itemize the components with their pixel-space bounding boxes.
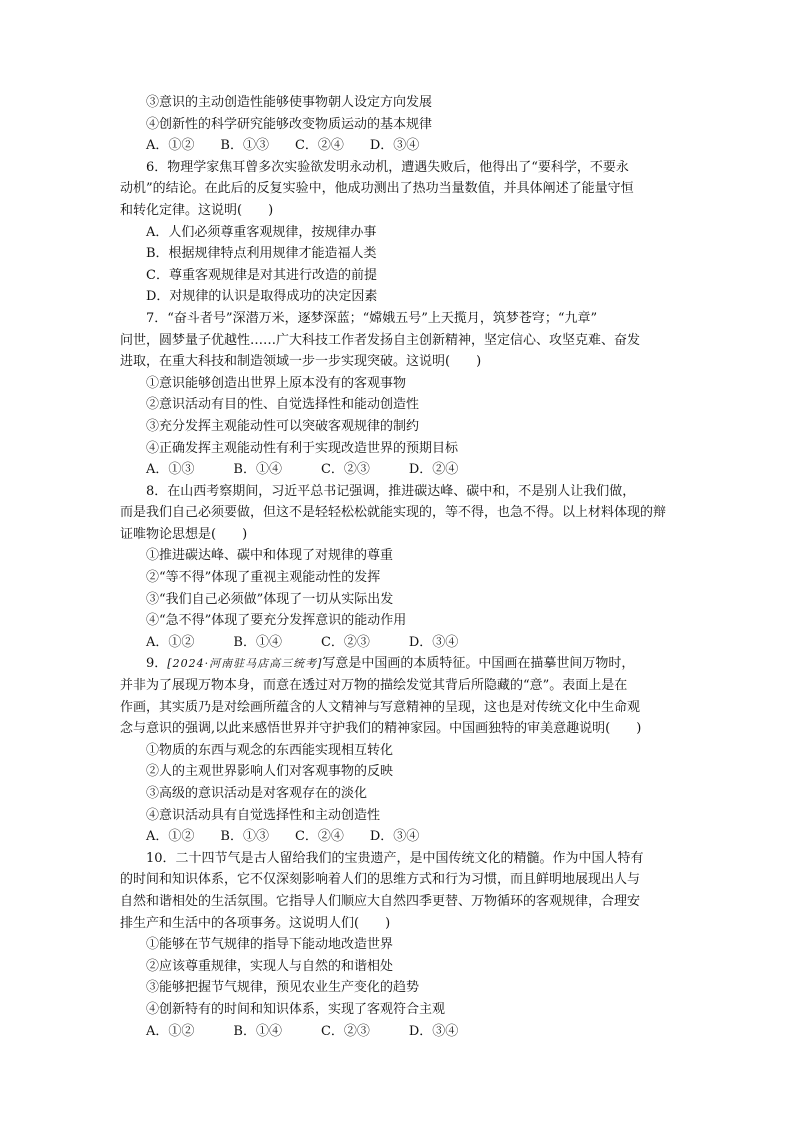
option-line: ③充分发挥主观能动性可以突破客观规律的制约 <box>146 418 420 434</box>
answer-choices: A．①③ B．①④ C．②③ D．②④ <box>146 462 459 478</box>
option-line: ②应该尊重规律，实现人与自然的和谐相处 <box>146 958 394 974</box>
option-line: ②意识活动有目的性、自觉选择性和能动创造性 <box>146 397 420 413</box>
question-text-part: 写意是中国画的本质特征。中国画在描摹世间万物时， <box>322 656 635 672</box>
question-text: 念与意识的强调,以此来感悟世界并守护我们的精神家园。中国画独特的审美意趣说明( ) <box>120 721 642 737</box>
question-text: 和转化定律。这说明( ) <box>120 202 274 218</box>
choice-d: D．对规律的认识是取得成功的决定因素 <box>146 289 378 305</box>
question-text: 作画，其实质乃是对绘画所蕴含的人文精神与写意精神的呈现，这也是对传统文化中生命观 <box>120 699 641 715</box>
answer-choices: A．①② B．①③ C．②④ D．③④ <box>146 829 420 845</box>
question-text: 7．“奋斗者号”深潜万米，逐梦深蓝；“嫦娥五号”上天揽月，筑梦苍穹；“九章” <box>146 310 598 326</box>
question-text: 动机”的结论。在此后的反复实验中，他成功测出了热功当量数值，并具体阐述了能量守恒 <box>120 181 634 197</box>
question-text: 8．在山西考察期间，习近平总书记强调，推进碳达峰、碳中和，不是别人让我们做， <box>146 483 636 499</box>
page-content <box>120 92 676 1042</box>
option-line: ①物质的东西与观念的东西能实现相互转化 <box>146 742 394 758</box>
answer-choices: A．①② B．①④ C．②③ D．③④ <box>146 1023 459 1039</box>
option-line: ③高级的意识活动是对客观存在的淡化 <box>146 786 368 801</box>
question-text: 问世，圆梦量子优越性……广大科技工作者发扬自主创新精神，坚定信心、攻坚克难、奋发 <box>120 332 641 348</box>
choice-b: B．根据规律特点利用规律才能造福人类 <box>146 246 377 262</box>
option-line: ②人的主观世界影响人们对客观事物的反映 <box>146 764 394 780</box>
option-line: ①意识能够创造出世界上原本没有的客观事物 <box>146 375 407 391</box>
option-line: ④意识活动具有自觉选择性和主动创造性 <box>146 807 381 823</box>
question-source: [2024·河南驻马店高三统考] <box>167 657 323 671</box>
option-line: ③能够把握节气规律，预见农业生产变化的趋势 <box>146 980 420 996</box>
question-text: 并非为了展现万物本身，而意在透过对万物的描绘发觉其背后所隐藏的“意”。表面上是在 <box>120 678 628 694</box>
option-line: ④正确发挥主观能动性有利于实现改造世界的预期目标 <box>146 440 459 456</box>
option-line: ④创新性的科学研究能够改变物质运动的基本规律 <box>146 116 433 132</box>
question-8 <box>120 481 676 654</box>
question-text: 而是我们自己必须要做，但这不是轻轻松松就能实现的，等不得，也急不得。以上材料体现的辩 <box>120 505 667 521</box>
question-7 <box>120 308 676 481</box>
question-text: 6．物理学家焦耳曾多次实验欲发明永动机，遭遇失败后，他得出了“要科学，不要永 <box>146 159 629 175</box>
option-line: ②“等不得”体现了重视主观能动性的发挥 <box>146 570 381 586</box>
option-line: ④“急不得”体现了要充分发挥意识的能动作用 <box>146 613 407 629</box>
question-text: 证唯物论思想是( ) <box>120 526 248 542</box>
question-text: 进取，在重大科技和制造领域一步一步实现突破。这说明( ) <box>120 354 482 370</box>
option-line: ④创新特有的时间和知识体系，实现了客观符合主观 <box>146 1001 446 1017</box>
choice-c: C．尊重客观规律是对其进行改造的前提 <box>146 267 377 283</box>
answer-choices: A．①② B．①④ C．②③ D．③④ <box>146 634 459 650</box>
question-9 <box>120 653 676 847</box>
question-text: 自然和谐相处的生活氛围。它指导人们顺应大自然四季更替、万物循环的客观规律，合理安 <box>120 893 641 909</box>
question-10 <box>120 848 676 1042</box>
question-number: 9． <box>146 656 168 672</box>
choice-a: A．人们必须尊重客观规律，按规律办事 <box>146 224 377 240</box>
question-6 <box>120 157 676 308</box>
option-line: ①能够在节气规律的指导下能动地改造世界 <box>146 937 394 953</box>
question-text: 的时间和知识体系，它不仅深刻影响着人们的思维方式和行为习惯，而且鲜明地展现出人与 <box>120 872 641 888</box>
option-line: ①推进碳达峰、碳中和体现了对规律的尊重 <box>146 548 394 564</box>
question-text: 10．二十四节气是古人留给我们的宝贵遗产，是中国传统文化的精髓。作为中国人特有 <box>146 850 644 866</box>
question-text <box>120 653 676 675</box>
option-line: ③意识的主动创造性能够使事物朝人设定方向发展 <box>146 95 433 110</box>
option-line: ③“我们自己必须做”体现了一切从实际出发 <box>146 591 394 607</box>
answer-choices: A．①② B．①③ C．②④ D．③④ <box>146 138 420 154</box>
question-text: 排生产和生活中的各项事务。这说明人们( ) <box>120 915 391 931</box>
